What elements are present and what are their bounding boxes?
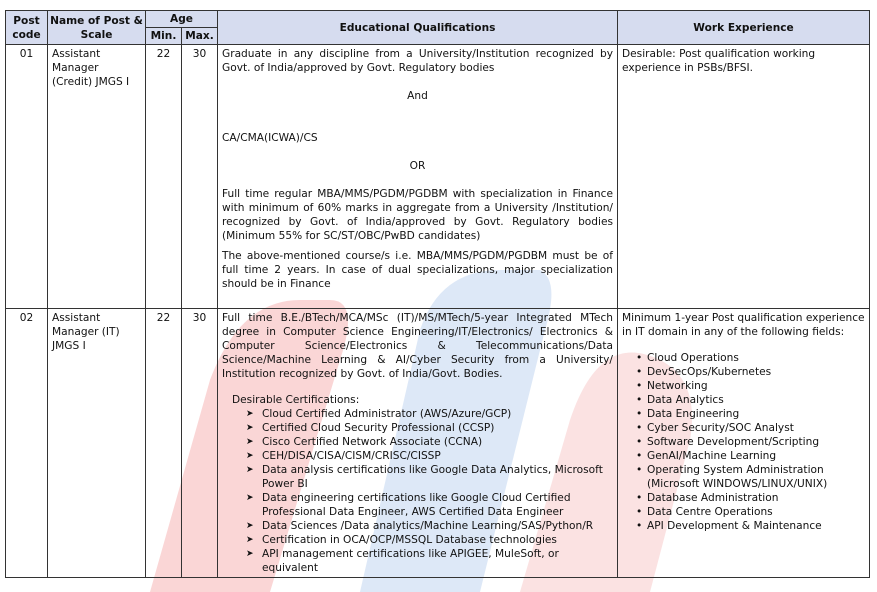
- age-min-cell: 22: [146, 309, 182, 578]
- list-item: • Operating System Administration (Microsoft WINDOWS/LINUX/UNIX): [636, 464, 828, 490]
- qualification-text: CA/CMA(ICWA)/CS: [222, 132, 318, 144]
- dot-bullet-icon: •: [636, 506, 643, 518]
- header-qualifications: Educational Qualifications: [218, 11, 618, 45]
- list-item: ➤ Certified Cloud Security Professional (CCSP): [246, 422, 495, 434]
- experience-cell: [618, 309, 870, 578]
- list-item: ➤ Cisco Certified Network Associate (CCNA): [246, 436, 483, 448]
- post-name-cell: Assistant Manager (IT) JMGS I: [48, 309, 146, 578]
- table-row: [6, 45, 870, 309]
- list-item: ➤ Data engineering certifications like Google Cloud Certified Professional Data Engineer, AWS Certified Data Engineer: [246, 492, 571, 518]
- list-item: ➤ Data analysis certifications like Google Data Analytics, Microsoft Power BI: [246, 464, 603, 490]
- experience-intro: Minimum 1-year Post qualification experience in IT domain in any of the following fields:: [622, 312, 865, 338]
- list-item: • API Development & Maintenance: [636, 520, 822, 532]
- arrow-bullet-icon: ➤: [246, 465, 254, 475]
- certifications-list: [222, 407, 613, 575]
- experience-fields-list: [622, 351, 865, 533]
- dot-bullet-icon: •: [636, 436, 643, 448]
- qualification-text: Full time B.E./BTech/MCA/MSc (IT)/MS/MTech/5-year Integrated MTech degree in Computer Science Engineering/IT/Electronics/ Electronics & Computer Science/Electronics & Telecommunications/Data Science/Machine Learning & AI/Cyber Security from a University/ Institution recognized by Govt. of India/Govt. Bodies.: [222, 312, 613, 380]
- list-item: • Software Development/Scripting: [636, 436, 820, 448]
- qualification-cell: [218, 309, 618, 578]
- header-age-min: Min.: [146, 28, 182, 45]
- list-item: ➤ Cloud Certified Administrator (AWS/Azure/GCP): [246, 408, 512, 420]
- dot-bullet-icon: •: [636, 450, 643, 462]
- recruitment-table: [5, 10, 870, 578]
- list-item: ➤ Data Sciences /Data analytics/Machine Learning/SAS/Python/R: [246, 520, 594, 532]
- list-item: • Data Engineering: [636, 408, 740, 420]
- header-name-of-post: Name of Post & Scale: [48, 11, 146, 45]
- list-item: • Data Centre Operations: [636, 506, 773, 518]
- header-age-max: Max.: [182, 28, 218, 45]
- arrow-bullet-icon: ➤: [246, 409, 254, 419]
- and-separator: And: [407, 90, 428, 102]
- qualification-cell: [218, 45, 618, 309]
- table-row: [6, 309, 870, 578]
- list-item: • DevSecOps/Kubernetes: [636, 366, 772, 378]
- header-experience: Work Experience: [618, 11, 870, 45]
- list-item: • Cyber Security/SOC Analyst: [636, 422, 794, 434]
- list-item: • GenAI/Machine Learning: [636, 450, 777, 462]
- arrow-bullet-icon: ➤: [246, 451, 254, 461]
- certifications-title: Desirable Certifications:: [232, 394, 360, 406]
- post-name-cell: Assistant Manager (Credit) JMGS I: [48, 45, 146, 309]
- arrow-bullet-icon: ➤: [246, 521, 254, 531]
- dot-bullet-icon: •: [636, 422, 643, 434]
- dot-bullet-icon: •: [636, 380, 643, 392]
- dot-bullet-icon: •: [636, 394, 643, 406]
- list-item: • Networking: [636, 380, 708, 392]
- dot-bullet-icon: •: [636, 408, 643, 420]
- dot-bullet-icon: •: [636, 352, 643, 364]
- dot-bullet-icon: •: [636, 366, 643, 378]
- dot-bullet-icon: •: [636, 492, 643, 504]
- list-item: • Data Analytics: [636, 394, 724, 406]
- list-item: • Database Administration: [636, 492, 779, 504]
- list-item: ➤ CEH/DISA/CISA/CISM/CRISC/CISSP: [246, 450, 441, 462]
- header-post-code: Post code: [6, 11, 48, 45]
- post-code-cell: 02: [6, 309, 48, 578]
- age-max-cell: 30: [182, 45, 218, 309]
- arrow-bullet-icon: ➤: [246, 549, 254, 559]
- list-item: ➤ API management certifications like APIGEE, MuleSoft, or equivalent: [246, 548, 559, 574]
- experience-cell: Desirable: Post qualification working experience in PSBs/BFSI.: [618, 45, 870, 309]
- age-min-cell: 22: [146, 45, 182, 309]
- arrow-bullet-icon: ➤: [246, 437, 254, 447]
- header-age: Age: [146, 11, 218, 28]
- post-code-cell: 01: [6, 45, 48, 309]
- list-item: ➤ Certification in OCA/OCP/MSSQL Database technologies: [246, 534, 557, 546]
- arrow-bullet-icon: ➤: [246, 535, 254, 545]
- dot-bullet-icon: •: [636, 520, 643, 532]
- qualification-text: Graduate in any discipline from a University/Institution recognized by Govt. of India/approved by Govt. Regulatory bodies: [222, 48, 613, 74]
- or-separator: OR: [409, 160, 426, 172]
- qualification-text: Full time regular MBA/MMS/PGDM/PGDBM with specialization in Finance with minimum of 60% marks in aggregate from a University /Institution/ recognized by Govt. of India/approved by Govt. Regulatory bodies (Minimum 55% for SC/ST/OBC/PwBD candidates): [222, 188, 613, 242]
- qualification-text: The above-mentioned course/s i.e. MBA/MMS/PGDM/PGDBM must be of full time 2 years. In case of dual specializations, major specialization should be in Finance: [222, 250, 613, 290]
- list-item: • Cloud Operations: [636, 352, 739, 364]
- dot-bullet-icon: •: [636, 464, 643, 476]
- arrow-bullet-icon: ➤: [246, 423, 254, 433]
- age-max-cell: 30: [182, 309, 218, 578]
- arrow-bullet-icon: ➤: [246, 493, 254, 503]
